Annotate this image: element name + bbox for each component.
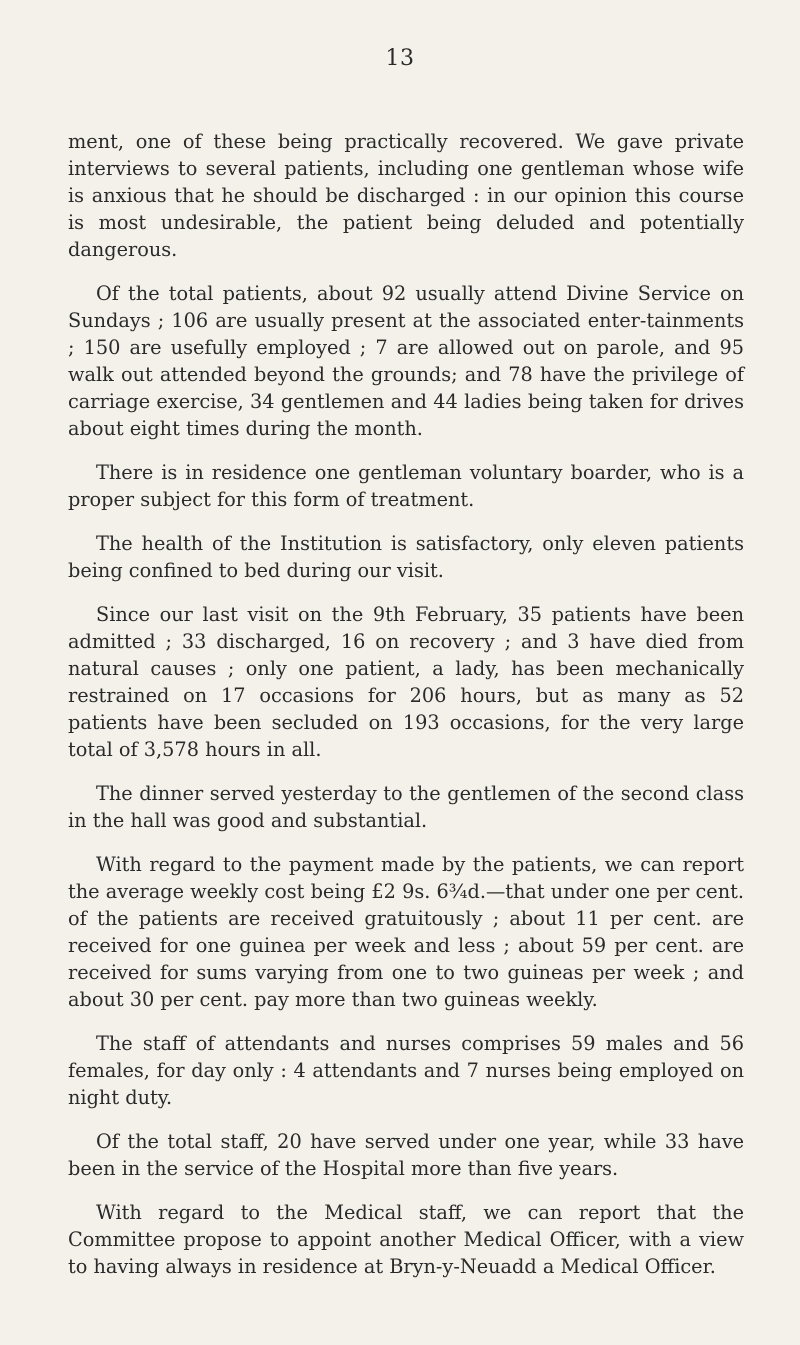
paragraph-staff-composition: The staff of attendants and nurses comprises 59 males and 56 females, for day only : 4 attendants and 7 nurses being employed on night duty. [68,1032,744,1109]
paragraph-payments: With regard to the payment made by the patients, we can report the average weekly cost being £2 9s. 6¾d.—that under one per cent. of the patients are received gratuitously ; about 11 per cent. are received for one guinea per week and less ; about 59 per cent. are received for sums varying from one to two guineas per week ; and about 30 per cent. pay more than two guineas weekly. [68,853,744,1011]
paragraph-dinner: The dinner served yesterday to the gentlemen of the second class in the hall was good and substantial. [68,782,744,832]
body-text [68,128,744,1297]
page-number: 13 [385,46,415,71]
paragraph-institution-health: The health of the Institution is satisfactory, only eleven patients being confined to bed during our visit. [68,532,744,582]
paragraph-patient-activities: Of the total patients, about 92 usually attend Divine Service on Sundays ; 106 are usually present at the associated enter-tainments ; 150 are usefully employed ; 7 are allowed out on parole, and 95 walk out attended beyond the grounds; and 78 have the privilege of carriage exercise, 34 gentlemen and 44 ladies being taken for drives about eight times during the month. [68,282,744,440]
paragraph-voluntary-boarder: There is in residence one gentleman voluntary boarder, who is a proper subject for this form of treatment. [68,461,744,511]
paragraph-continuation: ment, one of these being practically recovered. We gave private interviews to several patients, including one gentleman whose wife is anxious that he should be discharged : in our opinion this course is most undesirable, the patient being deluded and potentially dangerous. [68,130,744,261]
paragraph-medical-staff: With regard to the Medical staff, we can report that the Committee propose to appoint another Medical Officer, with a view to having always in residence at Bryn-y-Neuadd a Medical Officer. [68,1201,744,1278]
paragraph-staff-service: Of the total staff, 20 have served under one year, while 33 have been in the service of the Hospital more than five years. [68,1130,744,1180]
paragraph-admissions: Since our last visit on the 9th February, 35 patients have been admitted ; 33 discharged, 16 on recovery ; and 3 have died from natural causes ; only one patient, a lady, has been mechanically restrained on 17 occasions for 206 hours, but as many as 52 patients have been secluded on 193 occasions, for the very large total of 3,578 hours in all. [68,603,744,761]
